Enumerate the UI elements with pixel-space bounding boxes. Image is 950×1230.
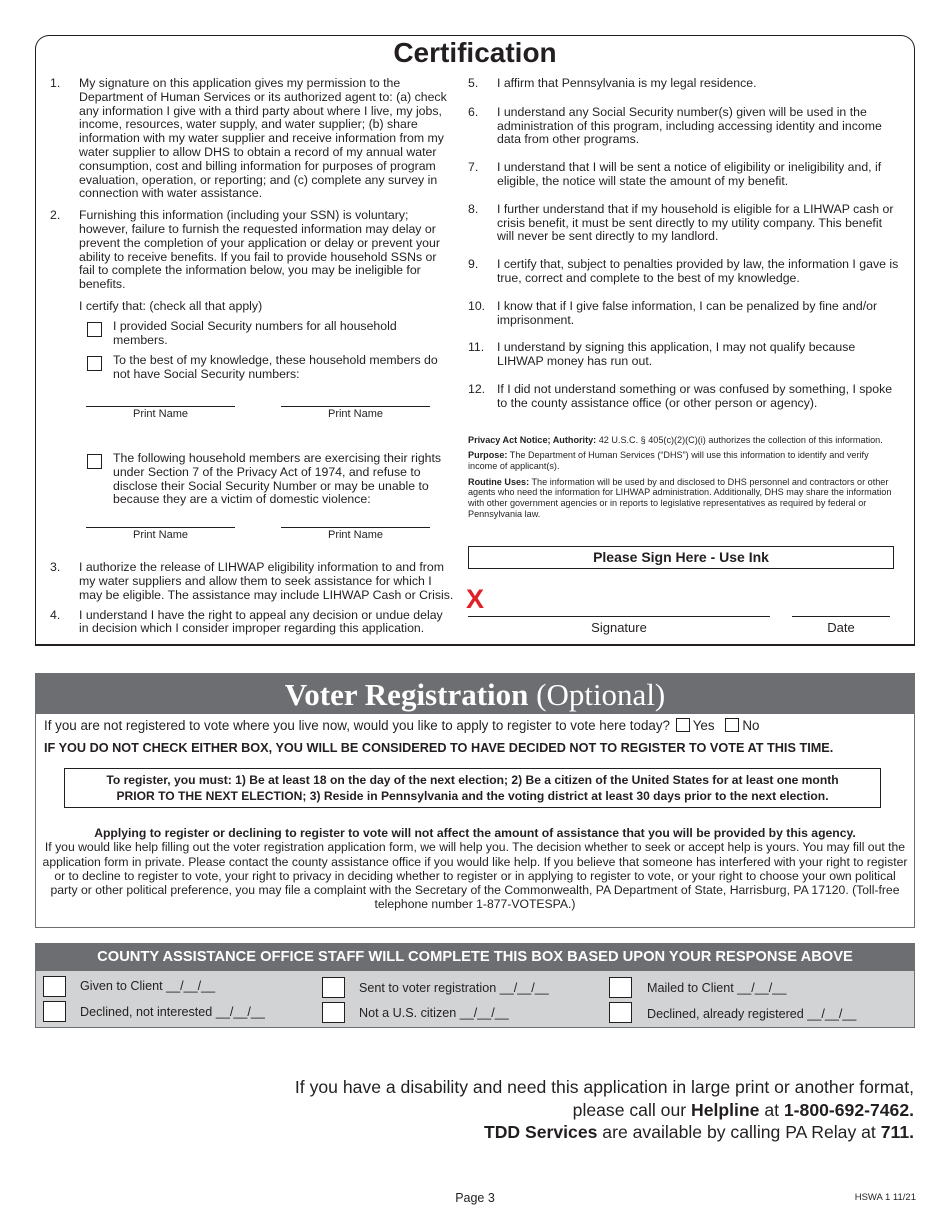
print-name-line[interactable] — [86, 527, 235, 528]
vote-no-label: No — [742, 718, 760, 733]
date-label: Date — [827, 620, 855, 635]
given-to-client-checkbox[interactable] — [43, 976, 66, 997]
no-ssn-checkbox[interactable] — [87, 356, 102, 371]
cert-item-4: 4. I understand I have the right to appeal any decision or undue delay in decision which I consider improper regarding this application. — [50, 607, 443, 636]
certify-intro: I certify that: (check all that apply) — [79, 298, 263, 313]
print-name-label: Print Name — [132, 407, 189, 420]
relay-number: 711. — [880, 1122, 914, 1142]
mailed-to-client-label: Mailed to Client __/__/__ — [647, 981, 787, 995]
print-name-pair-1 — [86, 406, 454, 452]
vote-yes-checkbox[interactable] — [676, 718, 690, 732]
sent-to-voter-registration-label: Sent to voter registration __/__/__ — [359, 981, 549, 995]
print-name-line[interactable] — [86, 406, 235, 407]
voter-registration-section — [35, 673, 915, 928]
voter-warning: IF YOU DO NOT CHECK EITHER BOX, YOU WILL BE CONSIDERED TO HAVE DECIDED NOT TO REGISTER TO VOTE AT THIS TIME. — [44, 741, 834, 755]
county-office-section — [35, 943, 915, 1028]
voter-question: If you are not registered to vote where you live now, would you like to apply to register to vote here today? Yes No — [44, 718, 760, 733]
accessibility-notice: If you have a disability and need this application in large print or another format, please call our Helpline at 1-800-692-7462. TDD Services are available by calling PA Relay at 711. — [294, 1077, 914, 1142]
ssn-provided-option: I provided Social Security numbers for all household members. — [50, 320, 454, 348]
vote-yes-label: Yes — [692, 718, 715, 733]
signature-label: Signature — [591, 620, 647, 635]
declined-not-interested-checkbox[interactable] — [43, 1001, 66, 1022]
cert-item-11: 11. I understand by signing this application, I may not qualify because LIHWAP money has run out. — [468, 340, 856, 369]
sent-to-voter-registration-checkbox[interactable] — [322, 977, 345, 998]
cert-item-12: 12. If I did not understand something or was confused by something, I spoke to the county assistance office (or other person or agency). — [468, 381, 893, 410]
given-to-client-label: Given to Client __/__/__ — [80, 979, 216, 993]
certification-section — [35, 35, 915, 646]
print-name-pair-2 — [86, 527, 454, 561]
print-name-line[interactable] — [281, 406, 430, 407]
helpline-phone: 1-800-692-7462. — [783, 1099, 914, 1120]
certification-title: Certification — [393, 37, 557, 68]
privacy-authority-notice: Privacy Act Notice; Authority: 42 U.S.C. § 405(c)(2)(C)(i) authorizes the collection of this information. — [468, 434, 883, 445]
declined-already-registered-checkbox[interactable] — [609, 1002, 632, 1023]
vote-no-checkbox[interactable] — [725, 718, 739, 732]
declined-already-registered-label: Declined, already registered __/__/__ — [647, 1007, 857, 1021]
print-name-line[interactable] — [281, 527, 430, 528]
ssn-provided-checkbox[interactable] — [87, 322, 102, 337]
no-ssn-option: To the best of my knowledge, these household members do not have Social Security numbers: — [50, 354, 454, 382]
mailed-to-client-checkbox[interactable] — [609, 977, 632, 998]
not-us-citizen-label: Not a U.S. citizen __/__/__ — [359, 1006, 509, 1020]
privacy-refuse-option: The following household members are exercising their rights under Section 7 of the Privacy Act of 1974, and refuse to disclose their Social Security Number or may be unable to because they are a victim of domestic violence: — [50, 452, 454, 507]
county-office-header: COUNTY ASSISTANCE OFFICE STAFF WILL COMPLETE THIS BOX BASED UPON YOUR RESPONSE ABOVE — [36, 944, 914, 971]
declined-not-interested-label: Declined, not interested __/__/__ — [80, 1005, 265, 1019]
sign-here-banner: Please Sign Here - Use Ink — [468, 546, 894, 569]
cert-item-1: 1. My signature on this application gives my permission to the Department of Human Services or its authorized agent to: (a) check any information I give with a third party about where I live, my jobs, income, resources, water supply, and water supplier; (b) share information with my water supplier and receive information from my water supplier to allow DHS to obtain a record of my annual water consumption, cost and billing information for purposes of program evaluation, operation, or reporting; and (c) complete any survey in connection with water assistance. — [50, 76, 447, 201]
form-code: HSWA 1 11/21 — [854, 1192, 916, 1203]
date-line[interactable] — [792, 616, 890, 617]
privacy-refuse-checkbox[interactable] — [87, 454, 102, 469]
voter-info-paragraph: Applying to register or declining to register to vote will not affect the amount of assistance that you will be provided by this agency. If you would like help filling out the voter registration application form, we will help you. The decision whether to seek or accept help is yours. You may fill out the application form in private. Please contact the county assistance office if you would like help. If you believe that someone has interfered with your right to register or to decline to register to vote, your right to privacy in deciding whether to register or in applying to register to vote, or your right to choose your own political party or other political preference, you may file a complaint with the Secretary of the Commonwealth, PA Department of State, Harrisburg, PA 17120. (Toll-free telephone number 1-877-VOTESPA.) — [42, 826, 908, 912]
page-number: Page 3 — [455, 1191, 495, 1205]
certification-left-column — [50, 77, 454, 636]
cert-item-5: 5. I affirm that Pennsylvania is my legal residence. — [468, 76, 757, 90]
cert-item-8: 8. I further understand that if my household is eligible for a LIHWAP cash or crisis benefit, it must be sent directly to my utility company. This benefit will never be sent directly to my landlord. — [468, 201, 894, 244]
print-name-label: Print Name — [132, 529, 189, 542]
cert-item-7: 7. I understand that I will be sent a notice of eligibility or ineligibility and, if eligible, the notice will state the amount of my benefit. — [468, 160, 882, 188]
print-name-label: Print Name — [327, 407, 384, 420]
signature-line[interactable] — [468, 616, 770, 617]
cert-item-9: 9. I certify that, subject to penalties provided by law, the information I gave is true, correct and complete to the best of my knowledge. — [468, 257, 899, 285]
not-us-citizen-checkbox[interactable] — [322, 1002, 345, 1023]
sign-here-x-mark: X — [466, 584, 485, 614]
cert-item-2: 2. Furnishing this information (including your SSN) is voluntary; however, failure to furnish the requested information may delay or prevent the completion of your application or delay or prevent your ability to receive benefits. If you fail to provide household SSNs or fail to complete the information below, you may be ineligible for benefits. — [50, 208, 440, 292]
cert-item-3: 3. I authorize the release of LIHWAP eligibility information to and from my water suppliers and allow them to seek assistance for which I may be eligible. The assistance may include LIHWAP Cash or Crisis. — [50, 560, 454, 602]
voter-registration-title: Voter Registration (Optional) — [36, 674, 914, 714]
certification-right-column — [468, 77, 900, 524]
cert-item-6: 6. I understand any Social Security number(s) given will be used in the administration of this program, including accessing identity and income data from other programs. — [468, 104, 882, 147]
privacy-routine-uses-notice: Routine Uses: The information will be used by and disclosed to DHS personnel and contractors or other agents who need the information for LIHWAP administration. Additionally, DHS may share the information with other government agencies or in reports to legislative representatives as required by federal or Pennsylvania law. — [468, 476, 892, 519]
print-name-label: Print Name — [327, 529, 384, 542]
privacy-purpose-notice: Purpose: The Department of Human Services (“DHS”) will use this information to identify and verify income of applicant(s). — [468, 450, 869, 471]
voter-requirements-box: To register, you must: 1) Be at least 18 on the day of the next election; 2) Be a citizen of the United States for at least one month PRIOR TO THE NEXT ELECTION; 3) Reside in Pennsylvania and the voting district at least 30 days prior to the next election. — [64, 768, 881, 808]
cert-item-10: 10. I know that if I give false information, I can be penalized by fine and/or imprisonment. — [468, 298, 878, 327]
